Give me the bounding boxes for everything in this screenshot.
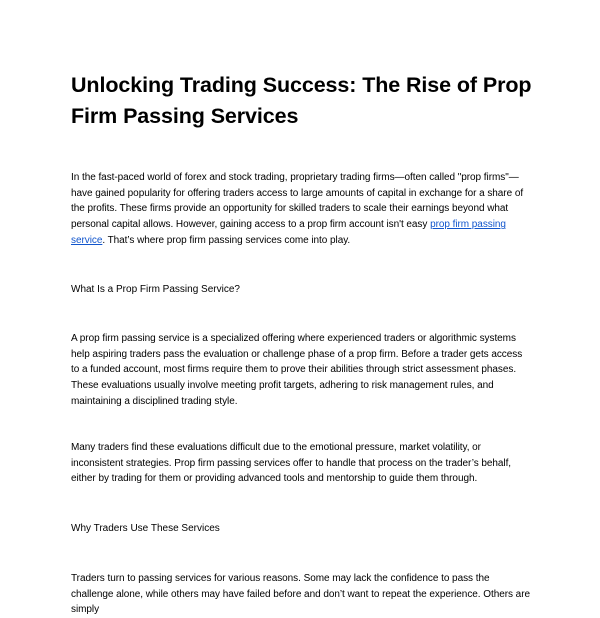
paragraph-difficulty: Many traders find these evaluations difficult due to the emotional pressure, market volatility, or inconsistent strategies. Prop firm passing services offer to handle that process on the trader’s behalf, either by trading for them or providing advanced tools and mentorship to guide them through. [71, 442, 512, 485]
intro-paragraph [71, 170, 533, 249]
paragraph-definition: A prop firm passing service is a specialized offering where experienced traders or algorithmic systems help aspiring traders pass the evaluation or challenge phase of a prop firm. Before a trader gets access to a funded account, most firms require them to prove their abilities through strict assessment phases. These evaluations usually involve meeting profit targets, adhering to risk management rules, and maintaining a disciplined trading style. [71, 333, 523, 407]
article-title: Unlocking Trading Success: The Rise of Prop Firm Passing Services [71, 73, 532, 128]
section-heading-what-is: What Is a Prop Firm Passing Service? [71, 284, 240, 295]
intro-text: In the fast-paced world of forex and stock trading, proprietary trading firms—often called "prop firms"—have gained popularity for offering traders access to large amounts of capital in exchange for a share of the profits. These firms provide an opportunity for skilled traders to scale their earnings beyond what personal capital allows. However, gaining access to a prop firm account isn't easy [71, 172, 524, 231]
section-heading-why-traders: Why Traders Use These Services [71, 523, 220, 534]
intro-text-end: . That’s where prop firm passing services come into play. [102, 234, 351, 246]
prop-firm-passing-service-link[interactable]: prop firm passing service [71, 219, 506, 246]
paragraph-reasons: Traders turn to passing services for various reasons. Some may lack the confidence to pass the challenge alone, while others may have failed before and don’t want to repeat the experience. Others are simply [71, 573, 530, 616]
